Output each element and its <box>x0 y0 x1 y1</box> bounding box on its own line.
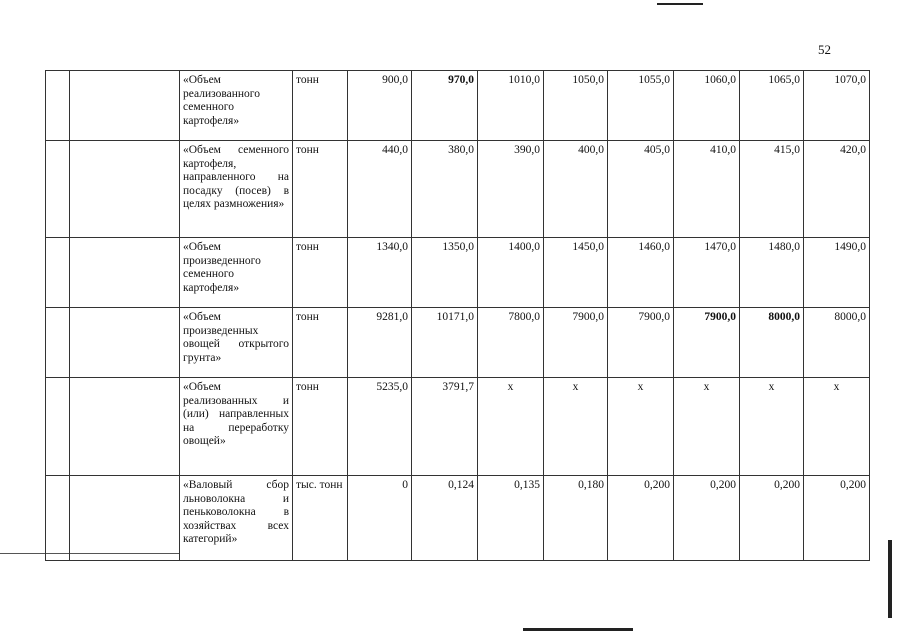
value-cell: 0,200 <box>740 476 804 561</box>
value-cell: 10171,0 <box>412 308 478 378</box>
value-cell: 420,0 <box>804 141 870 238</box>
value-cell: х <box>478 378 544 476</box>
indicator-cell: «Валовый сбор льноволокна и пеньковолокна в хозяйствах всех категорий» <box>180 476 293 561</box>
index-cell <box>46 71 70 141</box>
scan-mark-right-edge <box>888 540 892 618</box>
value-cell: 1480,0 <box>740 238 804 308</box>
value-cell: 7900,0 <box>544 308 608 378</box>
value-cell: 1055,0 <box>608 71 674 141</box>
value-cell: 7900,0 <box>608 308 674 378</box>
value-cell: 1065,0 <box>740 71 804 141</box>
table-row <box>46 71 870 141</box>
unit-cell: тонн <box>293 238 348 308</box>
value-cell: 0 <box>348 476 412 561</box>
unit-cell: тонн <box>293 71 348 141</box>
index-cell <box>46 238 70 308</box>
program-cell <box>70 476 180 561</box>
index-cell <box>46 308 70 378</box>
value-cell: 8000,0 <box>740 308 804 378</box>
value-cell: 410,0 <box>674 141 740 238</box>
value-cell: 5235,0 <box>348 378 412 476</box>
indicator-cell: «Объем реализованных и (или) направленных на переработку овощей» <box>180 378 293 476</box>
value-cell: 1470,0 <box>674 238 740 308</box>
table-row <box>46 141 870 238</box>
value-cell: 405,0 <box>608 141 674 238</box>
unit-cell: тонн <box>293 141 348 238</box>
value-cell: х <box>740 378 804 476</box>
value-cell: 1450,0 <box>544 238 608 308</box>
indicators-table <box>45 70 870 561</box>
value-cell: 390,0 <box>478 141 544 238</box>
value-cell: 1460,0 <box>608 238 674 308</box>
table-row <box>46 476 870 561</box>
value-cell: 1490,0 <box>804 238 870 308</box>
value-cell: 0,180 <box>544 476 608 561</box>
value-cell: 7800,0 <box>478 308 544 378</box>
value-cell: х <box>674 378 740 476</box>
value-cell: 400,0 <box>544 141 608 238</box>
unit-cell: тонн <box>293 378 348 476</box>
value-cell: 900,0 <box>348 71 412 141</box>
indicator-cell: «Объем произведенного семенного картофеля» <box>180 238 293 308</box>
scan-mark-top <box>657 3 703 5</box>
value-cell: 7900,0 <box>674 308 740 378</box>
program-cell <box>70 141 180 238</box>
value-cell: 1340,0 <box>348 238 412 308</box>
table-row <box>46 308 870 378</box>
value-cell: 1350,0 <box>412 238 478 308</box>
index-cell <box>46 378 70 476</box>
value-cell: х <box>804 378 870 476</box>
value-cell: 9281,0 <box>348 308 412 378</box>
program-cell <box>70 308 180 378</box>
value-cell: 0,135 <box>478 476 544 561</box>
program-cell <box>70 71 180 141</box>
value-cell: 970,0 <box>412 71 478 141</box>
program-cell <box>70 378 180 476</box>
unit-cell: тонн <box>293 308 348 378</box>
value-cell: 1070,0 <box>804 71 870 141</box>
table-row <box>46 378 870 476</box>
value-cell: 415,0 <box>740 141 804 238</box>
indicator-cell: «Объем семенного картофеля, направленного на посадку (посев) в целях размножения» <box>180 141 293 238</box>
value-cell: 440,0 <box>348 141 412 238</box>
scan-mark-bottom <box>523 628 633 631</box>
index-cell <box>46 141 70 238</box>
indicator-cell: «Объем реализованного семенного картофеля» <box>180 71 293 141</box>
indicator-cell: «Объем произведенных овощей открытого грунта» <box>180 308 293 378</box>
value-cell: х <box>544 378 608 476</box>
value-cell: 1400,0 <box>478 238 544 308</box>
value-cell: 380,0 <box>412 141 478 238</box>
table-row <box>46 238 870 308</box>
value-cell: 0,200 <box>674 476 740 561</box>
value-cell: 1050,0 <box>544 71 608 141</box>
index-cell <box>46 476 70 561</box>
value-cell: 8000,0 <box>804 308 870 378</box>
unit-cell: тыс. тонн <box>293 476 348 561</box>
value-cell: 0,200 <box>804 476 870 561</box>
value-cell: х <box>608 378 674 476</box>
value-cell: 3791,7 <box>412 378 478 476</box>
value-cell: 1010,0 <box>478 71 544 141</box>
program-cell <box>70 238 180 308</box>
value-cell: 0,124 <box>412 476 478 561</box>
value-cell: 0,200 <box>608 476 674 561</box>
page-number: 52 <box>818 42 831 57</box>
value-cell: 1060,0 <box>674 71 740 141</box>
